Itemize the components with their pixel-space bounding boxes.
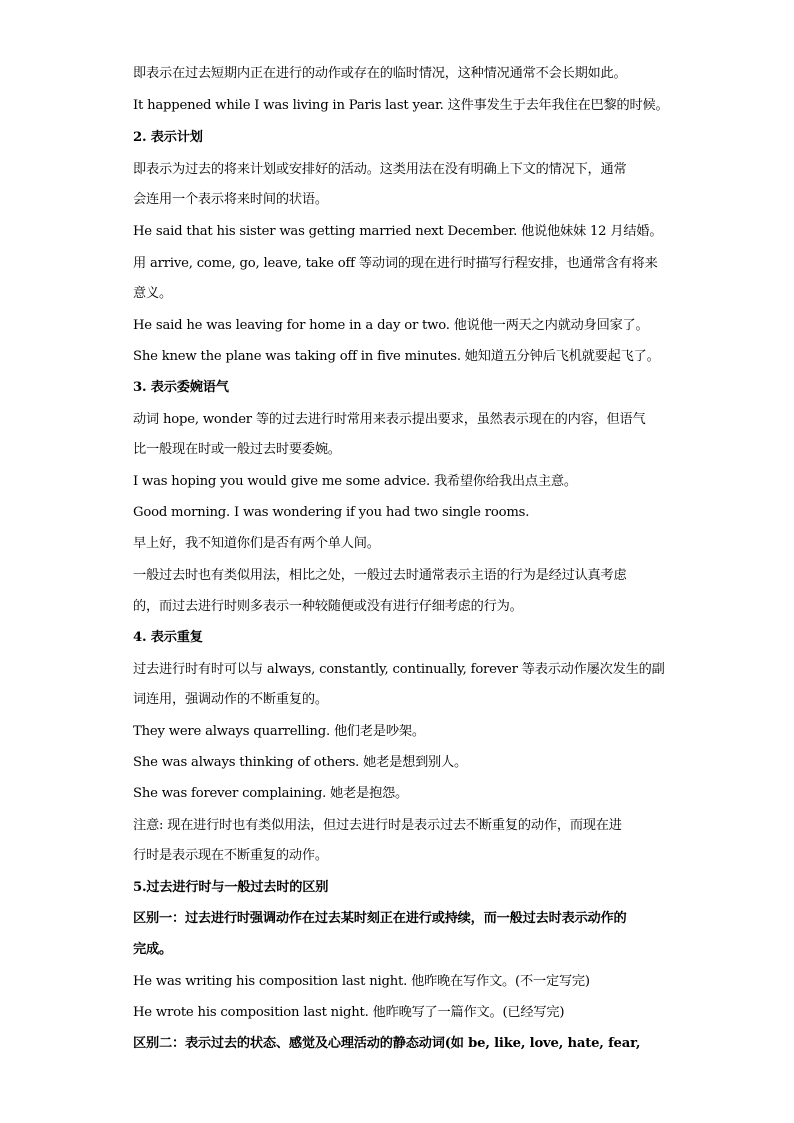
text-line-bold: 区别一：过去进行时强调动作在过去某时刻正在进行或持续，而一般过去时表示动作的 bbox=[133, 911, 627, 926]
section-heading: 3. 表示委婉语气 bbox=[133, 380, 229, 395]
text-line: She knew the plane was taking off in five minutes. 她知道五分钟后飞机就要起飞了。 bbox=[133, 349, 660, 364]
text-line: 即表示为过去的将来计划或安排好的活动。这类用法在没有明确上下文的情况下，通常 bbox=[133, 162, 627, 177]
text-line: They were always quarrelling. 他们老是吵架。 bbox=[133, 724, 425, 739]
text-line: He said he was leaving for home in a day or two. 他说他一两天之内就动身回家了。 bbox=[133, 318, 649, 333]
text-line: He wrote his composition last night. 他昨晚写了一篇作文。(已经写完) bbox=[133, 1005, 565, 1020]
text-line-bold: 完成。 bbox=[133, 942, 172, 957]
text-line: 一般过去时也有类似用法，相比之处，一般过去时通常表示主语的行为是经过认真考虑 bbox=[133, 568, 627, 583]
text-line: 会连用一个表示将来时间的状语。 bbox=[133, 192, 328, 207]
text-line: 注意: 现在进行时也有类似用法，但过去进行时是表示过去不断重复的动作，而现在进 bbox=[133, 818, 622, 833]
text-line: I was hoping you would give me some advice. 我希望你给我出点主意。 bbox=[133, 474, 577, 489]
text-line: 词连用，强调动作的不断重复的。 bbox=[133, 692, 328, 707]
text-line-bold: 区别二：表示过去的状态、感觉及心理活动的静态动词(如 be, like, love, hate, fear, bbox=[133, 1036, 641, 1051]
text-line: 过去进行时有时可以与 always, constantly, continually, forever 等表示动作屡次发生的副 bbox=[133, 662, 665, 677]
text-line: He said that his sister was getting married next December. 他说他妹妹 12 月结婚。 bbox=[133, 224, 663, 239]
text-line: 动词 hope, wonder 等的过去进行时常用来表示提出要求，虽然表示现在的内容，但语气 bbox=[133, 412, 646, 427]
text-line: 意义。 bbox=[133, 286, 172, 301]
text-line: 比一般现在时或一般过去时要委婉。 bbox=[133, 442, 341, 457]
text-line: Good morning. I was wondering if you had two single rooms. bbox=[133, 505, 530, 520]
section-heading: 2. 表示计划 bbox=[133, 130, 203, 145]
text-line: 的，而过去进行时则多表示一种较随便或没有进行仔细考虑的行为。 bbox=[133, 599, 523, 614]
text-line: It happened while I was living in Paris last year. 这件事发生于去年我住在巴黎的时候。 bbox=[133, 98, 669, 113]
text-line: She was forever complaining. 她老是抱怨。 bbox=[133, 786, 409, 801]
text-line: He was writing his composition last night. 他昨晚在写作文。(不一定写完) bbox=[133, 974, 590, 989]
section-heading: 4. 表示重复 bbox=[133, 630, 203, 645]
section-heading: 5.过去进行时与一般过去时的区别 bbox=[133, 880, 329, 895]
text-line: 即表示在过去短期内正在进行的动作或存在的临时情况，这种情况通常不会长期如此。 bbox=[133, 66, 627, 81]
text-line: She was always thinking of others. 她老是想到别人。 bbox=[133, 755, 468, 770]
text-line: 行时是表示现在不断重复的动作。 bbox=[133, 848, 328, 863]
text-line: 早上好，我不知道你们是否有两个单人间。 bbox=[133, 536, 380, 551]
text-line: 用 arrive, come, go, leave, take off 等动词的现在进行时描写行程安排，也通常含有将来 bbox=[133, 256, 658, 271]
